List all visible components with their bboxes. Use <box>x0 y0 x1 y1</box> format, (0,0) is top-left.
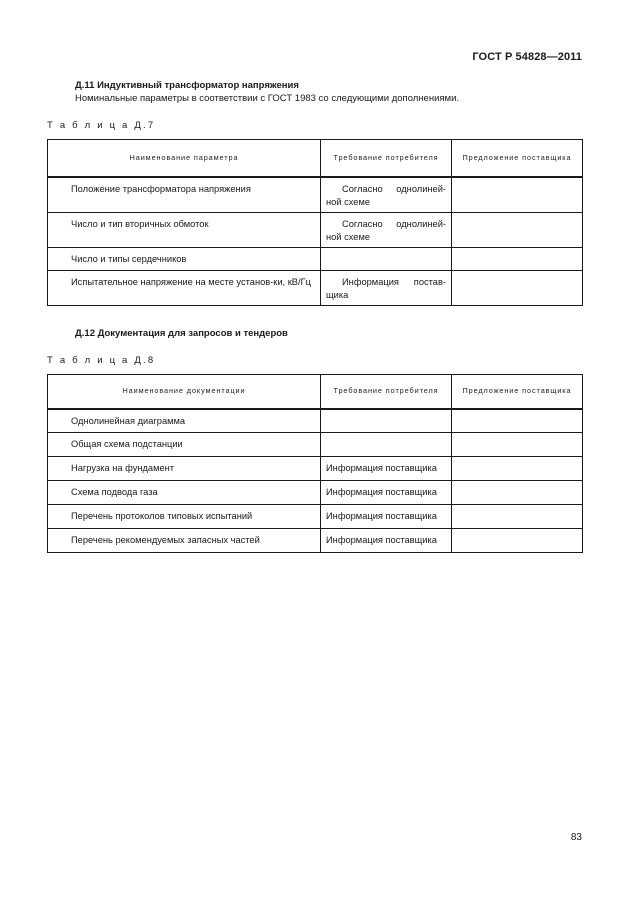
table-d8-cell-offer <box>452 529 583 553</box>
table-d8-cell-name: Перечень протоколов типовых испытаний <box>48 505 321 529</box>
table-d7-header-parameter: Наименование параметра <box>48 140 321 177</box>
table-d8-cell-offer <box>452 409 583 433</box>
table-d8 <box>47 374 583 553</box>
table-d8-cell-requirement: Информация поставщика <box>321 505 452 529</box>
table-d8-cell-name: Однолинейная диаграмма <box>48 409 321 433</box>
table-d8-header-offer: Предложение поставщика <box>452 375 583 409</box>
table-d7-cell-offer <box>452 270 583 305</box>
table-d7-cell-requirement: Согласно однолиней-ной схеме <box>321 212 452 247</box>
table-row <box>48 505 583 529</box>
table-d8-caption: Т а б л и ц а Д.8 <box>47 355 156 366</box>
table-d7-cell-offer <box>452 247 583 270</box>
table-d7-cell-name: Испытательное напряжение на месте установ-ки, кВ/Гц <box>48 270 321 305</box>
page-number: 83 <box>570 832 582 843</box>
table-d8-cell-name: Нагрузка на фундамент <box>48 457 321 481</box>
table-d8-cell-name: Схема подвода газа <box>48 481 321 505</box>
table-row <box>48 433 583 457</box>
table-d7-cell-requirement: Согласно однолиней-ной схеме <box>321 177 452 213</box>
table-d8-header-requirement: Требование потребителя <box>321 375 452 409</box>
table-d7-header-requirement: Требование потребителя <box>321 140 452 177</box>
table-row <box>48 247 583 270</box>
table-row <box>48 409 583 433</box>
table-d8-header-document: Наименование документации <box>48 375 321 409</box>
table-d8-cell-requirement: Информация поставщика <box>321 481 452 505</box>
table-d7-cell-name: Число и типы сердечников <box>48 247 321 270</box>
table-d7-caption: Т а б л и ц а Д.7 <box>47 120 156 131</box>
table-d8-cell-offer <box>452 481 583 505</box>
table-d8-cell-offer <box>452 433 583 457</box>
table-row <box>48 457 583 481</box>
table-d7-cell-name: Число и тип вторичных обмоток <box>48 212 321 247</box>
table-d8-cell-offer <box>452 457 583 481</box>
table-d7-cell-requirement <box>321 247 452 270</box>
table-d7-cell-offer <box>452 177 583 213</box>
document-id: ГОСТ Р 54828—2011 <box>472 51 582 63</box>
table-d8-cell-requirement <box>321 409 452 433</box>
table-d8-cell-requirement: Информация поставщика <box>321 457 452 481</box>
table-row <box>48 177 583 213</box>
table-d8-cell-name: Общая схема подстанции <box>48 433 321 457</box>
table-row <box>48 481 583 505</box>
section-d11-title: Д.11 Индуктивный трансформатор напряжения <box>75 80 299 91</box>
table-row <box>48 270 583 305</box>
section-d12-title: Д.12 Документация для запросов и тендеров <box>75 328 288 339</box>
table-d8-cell-offer <box>452 505 583 529</box>
table-d7-cell-name: Положение трансформатора напряжения <box>48 177 321 213</box>
table-d8-cell-requirement <box>321 433 452 457</box>
table-d7-cell-offer <box>452 212 583 247</box>
table-row <box>48 212 583 247</box>
table-d7-cell-requirement: Информация постав-щика <box>321 270 452 305</box>
table-row <box>48 529 583 553</box>
table-d7-header-offer: Предложение поставщика <box>452 140 583 177</box>
table-d8-cell-requirement: Информация поставщика <box>321 529 452 553</box>
section-d11-text: Номинальные параметры в соответствии с ГОСТ 1983 со следующими дополнениями. <box>75 93 460 104</box>
table-d8-cell-name: Перечень рекомендуемых запасных частей <box>48 529 321 553</box>
table-d7 <box>47 139 583 306</box>
